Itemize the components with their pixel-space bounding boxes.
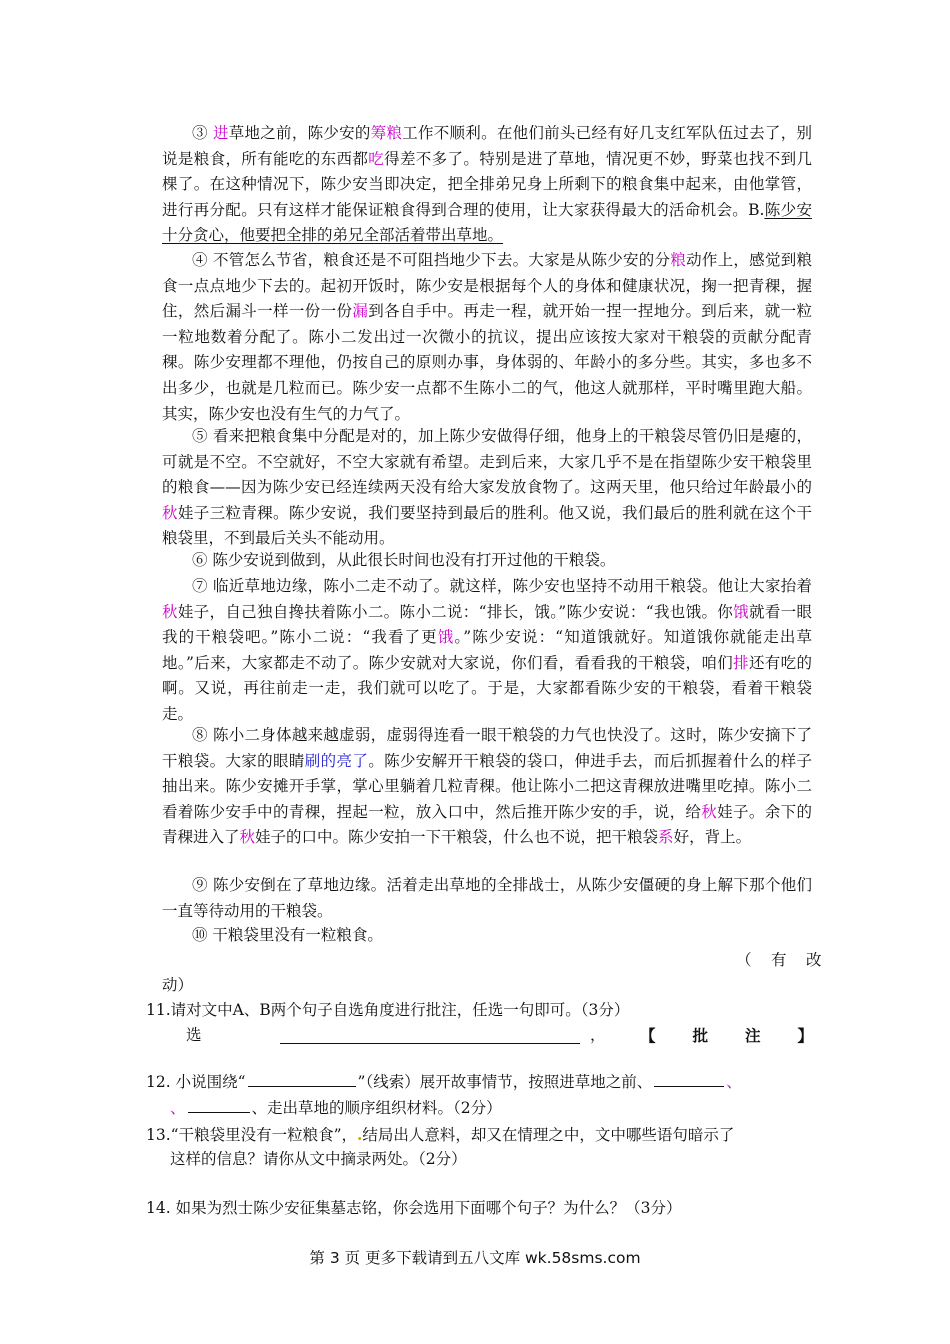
paragraph-3: ③ 进草地之前，陈少安的筹粮工作不顺利。在他们前头已经有好几支红军队伍过去了，别说是粮食，所有能吃的东西都吃得差不多了。特别是进了草地，情况更不妙，野菜也找不到几棵了。在这种情况下，陈少安当即决定，把全排弟兄身上所剩下的粮食集中起来，由他掌管，进行再分配。只有这样才能保证粮食得到合理的使用，让大家获得最大的活命机会。B.陈少安十分贪心，他要把全排的弟兄全部活着带出草地。 — [162, 124, 812, 245]
source-note: （ 有 改 — [736, 951, 824, 969]
sentence-a: 刷的亮了 — [304, 751, 369, 770]
paragraph-9: ⑨ 陈少安倒在了草地边缘。活着走出草地的全排战士，从陈少安僵硬的身上解下那个他们一直等待动用的干粮袋。 — [162, 876, 812, 920]
marked-char: 排 — [733, 653, 749, 672]
question-11-answer-line: 选 — [186, 1026, 202, 1044]
marked-char: 秋 — [701, 802, 718, 821]
source-note-end: 动） — [162, 976, 194, 994]
question-12: 12. 小说围绕“ ”（线索）展开故事情节，按照进草地之前、 、 — [146, 1073, 742, 1091]
question-12-cont: 、 、走出草地的顺序组织材料。（2分） — [170, 1099, 502, 1117]
paragraph-5: ⑤ 看来把粮食集中分配是对的，加上陈少安做得仔细，他身上的干粮袋尽管仍旧是瘪的，可就是不空。不空就好，不空大家就有希望。走到后来，大家几乎不是在指望陈少安干粮袋里的粮食——因为陈少安已经连续两天没有给大家发放食物了。这两天里，他只给过年龄最小的秋娃子三粒青稞。陈少安说，我们要坚持到最后的胜利。他又说，我们最后的胜利就在这个干粮袋里，不到最后关头不能动用。 — [162, 427, 812, 548]
marked-char: 粮 — [670, 251, 687, 269]
question-11: 11.请对文中A、B两个句子自选角度进行批注，任选一句即可。（3分） — [146, 1001, 630, 1019]
q11-sentence-blank[interactable] — [280, 1043, 580, 1044]
stage-blank-2[interactable] — [188, 1111, 250, 1113]
paragraph-7: ⑦ 临近草地边缘，陈小二走不动了。就这样，陈少安也坚持不动用干粮袋。他让大家抬着秋娃子，自己独自搀扶着陈小二。陈小二说：“排长，饿。”陈少安说：“我也饿。你饿就看一眼我的干粮袋吧。”陈小二说：“我看了更饿。”陈少安说：“知道饿就好。知道饿你就能走出草地。”后来，大家都走不动了。陈少安就对大家说，你们看，看看我的干粮袋，咱们排还有吃的啊。又说，再往前走一走，我们就可以吃了。于是，大家都看陈少安的干粮袋，看着干粮袋走。 — [162, 577, 812, 723]
clue-blank[interactable] — [248, 1085, 356, 1087]
marked-char: 漏 — [352, 302, 369, 321]
annotation-tag: 【 批 注 】 — [640, 1026, 816, 1045]
paragraph-8: ⑧ 陈小二身体越来越虚弱，虚弱得连看一眼干粮袋的力气也快没了。这时，陈少安摘下了干粮袋。大家的眼睛刷的亮了。陈少安解开干粮袋的袋口，伸进手去，而后抓握着什么的样子抽出来。陈少安摊开手掌，掌心里躺着几粒青稞。他让陈小二把这青稞放进嘴里吃掉。陈小二看着陈少安手中的青稞，捏起一粒，放入口中，然后推开陈少安的手，说，给秋娃子。余下的青稞进入了秋娃子的口中。陈少安拍一下干粮袋，什么也不说，把干粮袋系好，背上。 — [162, 726, 812, 847]
question-13-cont: 这样的信息？请你从文中摘录两处。（2分） — [170, 1150, 467, 1168]
stage-blank-1[interactable] — [654, 1085, 724, 1087]
marked-char: 系 — [658, 828, 674, 847]
marked-char: 秋 — [162, 503, 178, 522]
marked-char: 进 — [212, 124, 229, 142]
marked-char: 饿 — [437, 628, 455, 647]
marked-char: 秋 — [162, 602, 178, 621]
paragraph-4: ④ 不管怎么节省，粮食还是不可阻挡地少下去。大家是从陈少安的分粮动作上，感觉到粮食一点点地少下去的。起初开饭时，陈少安是根据每个人的身体和健康状况，掬一把青稞，握住，然后漏斗一样一份一份漏到各自手中。再走一程，就开始一捏一捏地分。到后来，就一粒一粒地数着分配了。陈小二发出过一次微小的抗议，提出应该按大家对干粮袋的贡献分配青稞。陈少安理都不理他，仍按自己的原则办事，身体弱的、年龄小的多分些。其实，多也多不出多少，也就是几粒而已。陈少安一点都不生陈小二的气，他这人就那样，平时嘴里跑大船。其实，陈少安也没有生气的力气了。 — [162, 251, 812, 423]
page-footer: 第 3 页 更多下载请到五八文库 wk.58sms.com — [309, 1249, 641, 1267]
marked-char: 秋 — [239, 828, 256, 847]
sentence-b: 陈少安十分贪心，他要把全排的弟兄全部活着带出草地。 — [162, 200, 812, 245]
marked-char: 饿 — [733, 602, 749, 621]
question-13: 13.“干粮袋里没有一粒粮食”，.结局出人意料，却又在情理之中，文中哪些语句暗示了 — [146, 1125, 735, 1144]
marked-word: 筹粮 — [370, 124, 403, 142]
q11-comma: ， — [590, 1026, 606, 1044]
marked-char: 吃 — [368, 149, 385, 168]
paragraph-6: ⑥ 陈少安说到做到，从此很长时间也没有打开过他的干粮袋。 — [192, 551, 616, 569]
paragraph-10: ⑩ 干粮袋里没有一粒粮食。 — [192, 926, 383, 944]
question-14: 14. 如果为烈士陈少安征集墓志铭，你会选用下面哪个句子？为什么？（3分） — [146, 1199, 682, 1217]
